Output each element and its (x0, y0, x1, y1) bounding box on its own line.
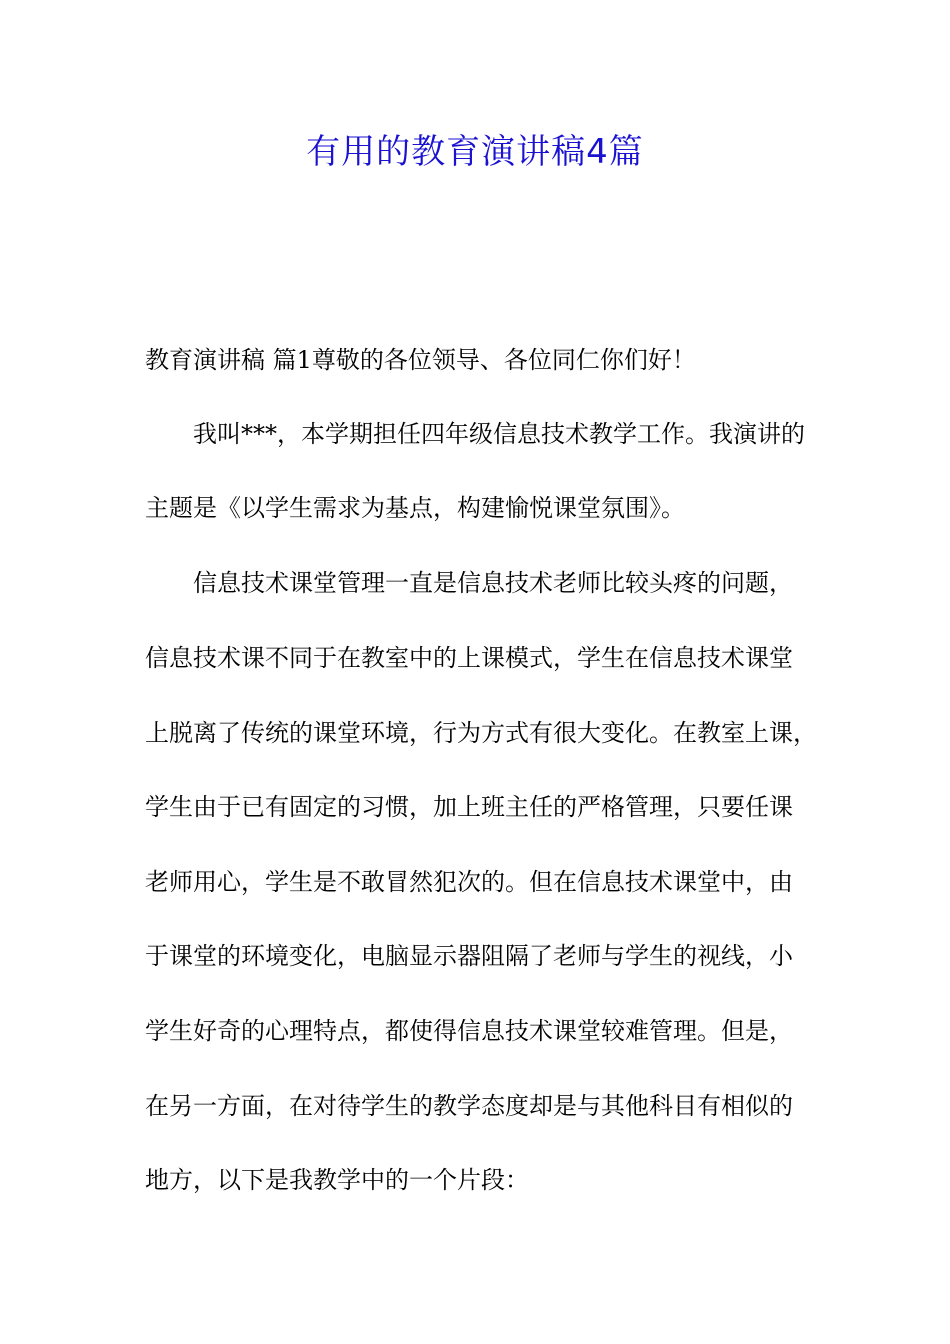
text-line: 学生好奇的心理特点，都使得信息技术课堂较难管理。但是， (145, 1017, 793, 1045)
page-title: 有用的教育演讲稿4篇 (306, 132, 644, 172)
text-line: 地方，以下是我教学中的一个片段： (145, 1166, 529, 1194)
text-line: 教育演讲稿 篇1尊敬的各位领导、各位同仁你们好！ (145, 346, 696, 374)
text-line: 于课堂的环境变化，电脑显示器阻隔了老师与学生的视线，小 (145, 942, 793, 970)
text-line: 在另一方面，在对待学生的教学态度却是与其他科目有相似的 (145, 1092, 793, 1120)
text-line: 信息技术课不同于在教室中的上课模式，学生在信息技术课堂 (145, 644, 793, 672)
text-line: 上脱离了传统的课堂环境，行为方式有很大变化。在教室上课， (145, 719, 817, 747)
text-line: 学生由于已有固定的习惯，加上班主任的严格管理，只要任课 (145, 793, 793, 821)
text-line: 老师用心，学生是不敢冒然犯次的。但在信息技术课堂中，由 (145, 868, 793, 896)
text-line: 信息技术课堂管理一直是信息技术老师比较头疼的问题， (193, 569, 793, 597)
text-line: 主题是《以学生需求为基点，构建愉悦课堂氛围》。 (145, 494, 685, 522)
text-line: 我叫***，本学期担任四年级信息技术教学工作。我演讲的 (193, 420, 805, 448)
